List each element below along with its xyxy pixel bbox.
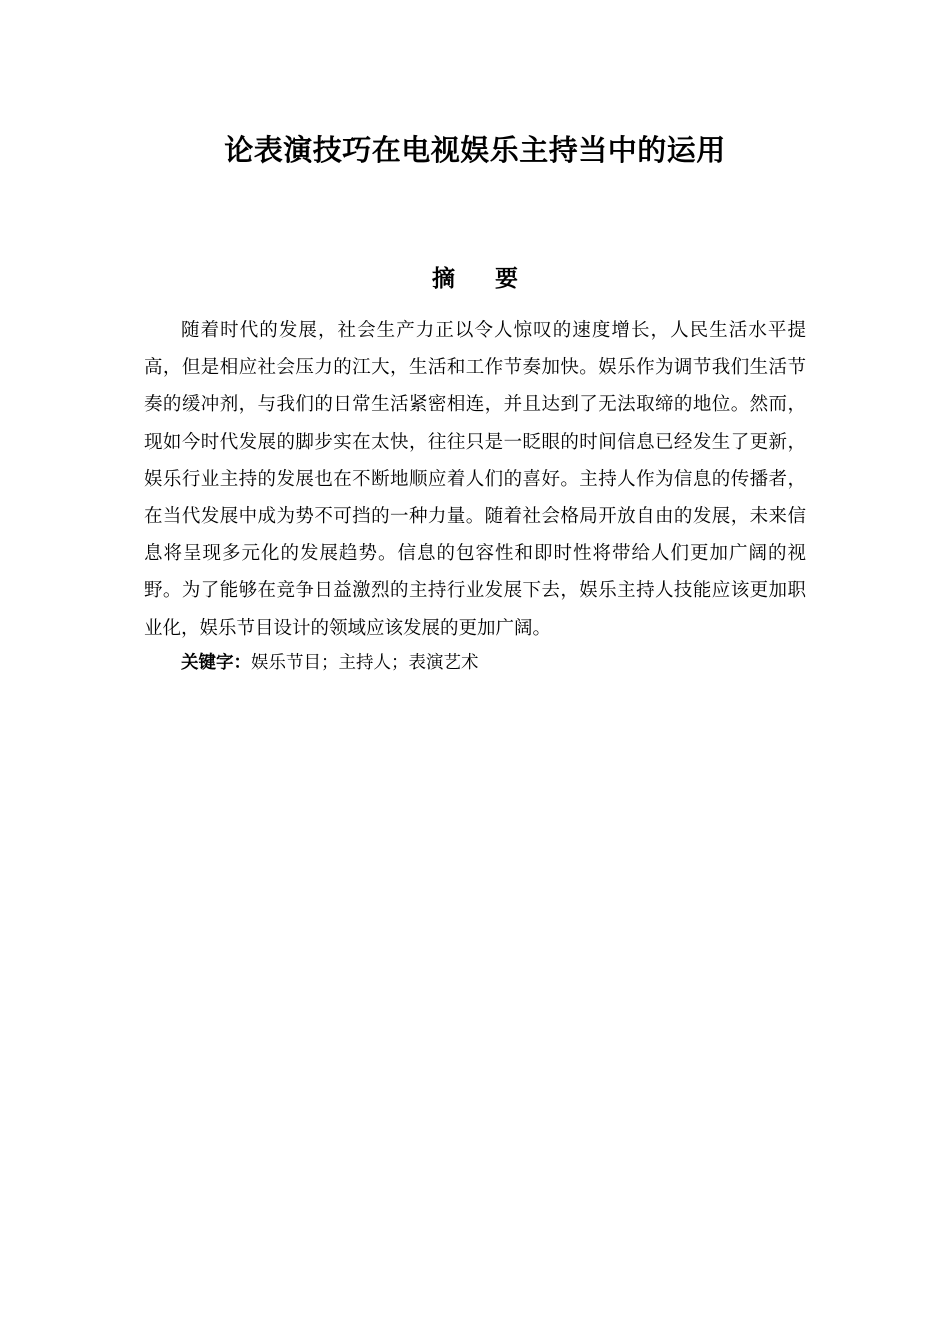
keywords-value: 娱乐节目；主持人；表演艺术: [251, 653, 479, 673]
abstract-body: 随着时代的发展，社会生产力正以令人惊叹的速度增长，人民生活水平提高，但是相应社会压力的江大，生活和工作节奏加快。娱乐作为调节我们生活节奏的缓冲剂，与我们的日常生活紧密相连，并且达到了无法取缔的地位。然而，现如今时代发展的脚步实在太快，往往只是一眨眼的时间信息已经发生了更新，娱乐行业主持的发展也在不断地顺应着人们的喜好。主持人作为信息的传播者，在当代发展中成为势不可挡的一种力量。随着社会格局开放自由的发展，未来信息将呈现多元化的发展趋势。信息的包容性和即时性将带给人们更加广阔的视野。为了能够在竞争日益激烈的主持行业发展下去，娱乐主持人技能应该更加职业化，娱乐节目设计的领域应该发展的更加广阔。: [144, 320, 806, 639]
keywords-line: [181, 646, 806, 680]
document-title: 论表演技巧在电视娱乐主持当中的运用: [224, 133, 726, 167]
abstract-heading: 摘 要: [431, 266, 534, 292]
keywords-label: 关键字：: [181, 653, 251, 673]
